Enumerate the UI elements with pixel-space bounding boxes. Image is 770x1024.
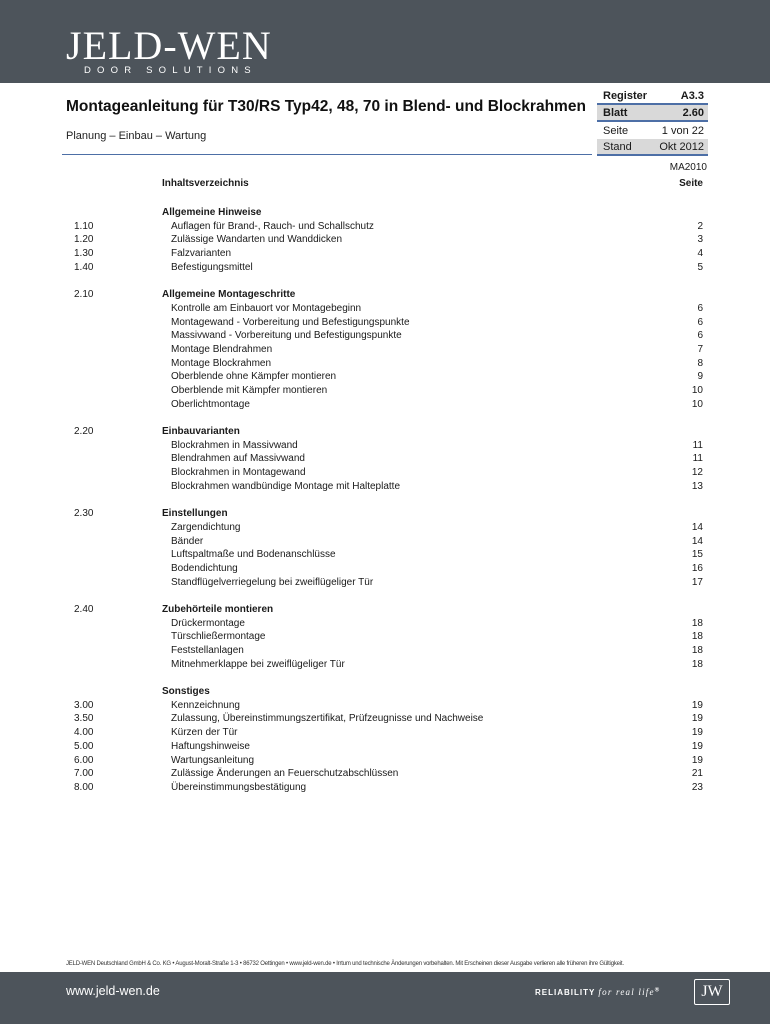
slogan: [535, 987, 660, 997]
entry-page: 2: [697, 220, 703, 232]
blatt-row: [597, 105, 708, 122]
entry-page: 3: [697, 234, 703, 246]
entry-number: 1.30: [74, 248, 94, 260]
entry-page: 16: [691, 562, 703, 574]
toc-entry: [0, 562, 770, 576]
slogan-bold: RELIABILITY: [535, 988, 596, 997]
entry-title: Standflügelverriegelung bei zweiflügeliger Tür: [171, 576, 374, 588]
toc-section: [0, 507, 770, 589]
toc-entry: [0, 754, 770, 768]
entry-title: Falzvarianten: [171, 248, 232, 260]
entry-page: 23: [691, 781, 703, 793]
entry-page: 17: [691, 576, 703, 588]
entry-number: 7.00: [74, 768, 94, 780]
entry-title: Montage Blendrahmen: [171, 343, 273, 355]
logo-wordmark: JELD-WEN: [66, 23, 272, 68]
toc-entry: [0, 767, 770, 781]
toc-entry: [0, 439, 770, 453]
toc-section-header: [0, 685, 770, 699]
toc-section: [0, 425, 770, 493]
blatt-value: 2.60: [682, 106, 704, 119]
entry-page: 21: [691, 768, 703, 780]
entry-page: 18: [691, 645, 703, 656]
stand-value: Okt 2012: [659, 140, 704, 153]
entry-page: 18: [691, 658, 703, 670]
toc-entry: [0, 658, 770, 672]
entry-page: 11: [692, 439, 703, 451]
entry-title: Blendrahmen auf Massivwand: [171, 453, 305, 465]
entry-number: 1.10: [74, 220, 94, 232]
toc-section-header: [0, 425, 770, 439]
entry-page: 8: [697, 357, 703, 369]
entry-title: Oberlichtmontage: [171, 398, 250, 410]
entry-page: 9: [697, 371, 703, 383]
slogan-italic: for real life: [598, 987, 655, 997]
register-row: [597, 88, 708, 105]
entry-page: 19: [691, 713, 703, 725]
entry-title: Kontrolle am Einbauort vor Montagebeginn: [171, 302, 362, 314]
entry-page: 18: [691, 631, 703, 643]
registered-mark: ®: [654, 987, 661, 994]
toc-section-header: [0, 288, 770, 302]
footer-legal-note: JELD-WEN Deutschland GmbH & Co. KG • August-Moralt-Straße 1-3 • 86732 Oettingen • www.jeld-wen.de • Irrtum und technische Änderungen vorbehalten. Mit Erscheinen dieser Ausgabe verlieren alle früheren ihre Gültigkeit.: [66, 961, 624, 967]
entry-title: Zulässige Wandarten und Wanddicken: [171, 234, 343, 246]
toc-entry: [0, 712, 770, 726]
entry-page: 19: [691, 727, 703, 739]
toc-entry: [0, 220, 770, 234]
toc-section-header: [0, 603, 770, 617]
entry-title: Massivwand - Vorbereitung und Befestigungspunkte: [171, 330, 402, 342]
toc-entry: [0, 384, 770, 398]
entry-title: Befestigungsmittel: [171, 261, 253, 273]
toc-section: [0, 206, 770, 274]
toc-entry: [0, 466, 770, 480]
entry-page: 13: [691, 480, 703, 492]
entry-title: Zulässige Änderungen an Feuerschutzabschlüssen: [171, 768, 399, 780]
entry-number: 1.20: [74, 234, 94, 246]
toc-entry: [0, 480, 770, 494]
toc-entry: [0, 726, 770, 740]
logo-tagline: DOOR SOLUTIONS: [84, 65, 257, 76]
entry-page: 4: [697, 248, 703, 260]
toc-entry: [0, 247, 770, 261]
toc-entry: [0, 398, 770, 412]
entry-number: 8.00: [74, 781, 94, 793]
toc-entry: [0, 576, 770, 590]
entry-page: 6: [697, 302, 703, 314]
section-title: Allgemeine Montageschritte: [162, 289, 296, 301]
entry-page: 18: [691, 617, 703, 629]
entry-title: Luftspaltmaße und Bodenanschlüsse: [171, 549, 336, 561]
seite-row: [597, 122, 708, 139]
toc-entry: [0, 316, 770, 330]
toc-entry: [0, 329, 770, 343]
toc-entry: [0, 548, 770, 562]
entry-number: 4.00: [74, 727, 94, 739]
register-label: Register: [603, 89, 648, 102]
section-title: Sonstiges: [162, 686, 210, 698]
ma-code: MA2010: [669, 162, 707, 173]
section-number: 2.20: [74, 426, 94, 437]
toc-section-header: [0, 206, 770, 220]
toc-section: [0, 603, 770, 671]
entry-title: Drückermontage: [171, 617, 245, 629]
toc-entry: [0, 357, 770, 371]
section-number: 2.40: [74, 603, 94, 615]
toc-entry: [0, 781, 770, 795]
toc-section-header: [0, 507, 770, 521]
entry-title: Montagewand - Vorbereitung und Befestigungspunkte: [171, 316, 410, 328]
entry-title: Bodendichtung: [171, 562, 238, 574]
section-title: Einstellungen: [162, 508, 228, 520]
entry-number: 5.00: [74, 740, 94, 752]
entry-title: Auflagen für Brand-, Rauch- und Schallschutz: [171, 220, 374, 232]
section-title: Einbauvarianten: [162, 426, 240, 437]
entry-number: 1.40: [74, 261, 94, 273]
register-value: A3.3: [680, 89, 704, 102]
entry-number: 3.50: [74, 713, 94, 725]
seite-label: Seite: [603, 124, 629, 137]
website-link[interactable]: www.jeld-wen.de: [66, 984, 160, 998]
entry-page: 5: [697, 261, 703, 273]
toc-entry: [0, 535, 770, 549]
toc-entry: [0, 630, 770, 644]
entry-title: Zargendichtung: [171, 521, 241, 533]
toc-entry: [0, 617, 770, 631]
section-title: Zubehörteile montieren: [162, 603, 274, 615]
document-subtitle: Planung – Einbau – Wartung: [66, 130, 207, 142]
seite-value: 1 von 22: [661, 124, 704, 137]
toc-section: [0, 685, 770, 795]
table-of-contents: [0, 206, 770, 808]
entry-title: Oberblende mit Kämpfer montieren: [171, 384, 328, 396]
entry-title: Blockrahmen in Montagewand: [171, 467, 306, 479]
register-box: [597, 88, 708, 156]
toc-entry: [0, 261, 770, 275]
toc-entry: [0, 302, 770, 316]
document-title: Montageanleitung für T30/RS Typ42, 48, 70 in Blend- und Blockrahmen: [66, 98, 586, 115]
entry-title: Feststellanlagen: [171, 645, 244, 656]
entry-page: 19: [691, 754, 703, 766]
stand-label: Stand: [603, 140, 632, 153]
entry-page: 14: [691, 521, 703, 533]
entry-title: Haftungshinweise: [171, 740, 250, 752]
toc-entry: [0, 452, 770, 466]
toc-heading: Inhaltsverzeichnis: [162, 178, 249, 189]
entry-title: Mitnehmerklappe bei zweiflügeliger Tür: [171, 658, 345, 670]
entry-title: Kennzeichnung: [171, 699, 240, 711]
entry-page: 15: [691, 549, 703, 561]
entry-page: 6: [697, 316, 703, 328]
stand-row: [597, 139, 708, 156]
toc-entry: [0, 521, 770, 535]
entry-title: Wartungsanleitung: [171, 754, 255, 766]
toc-entry: [0, 233, 770, 247]
entry-title: Türschließermontage: [171, 631, 266, 643]
title-divider: [62, 154, 592, 155]
entry-page: 10: [691, 384, 703, 396]
entry-number: 6.00: [74, 754, 94, 766]
entry-title: Blockrahmen in Massivwand: [171, 439, 298, 451]
entry-page: 6: [697, 330, 703, 342]
toc-section: [0, 288, 770, 411]
bottom-banner: [0, 972, 770, 1024]
entry-title: Zulassung, Übereinstimmungszertifikat, Prüfzeugnisse und Nachweise: [171, 713, 484, 725]
entry-title: Oberblende ohne Kämpfer montieren: [171, 371, 337, 383]
blatt-label: Blatt: [603, 106, 628, 119]
section-title: Allgemeine Hinweise: [162, 207, 262, 218]
entry-page: 19: [691, 699, 703, 711]
entry-title: Bänder: [171, 535, 204, 547]
entry-page: 14: [691, 535, 703, 547]
toc-entry: [0, 644, 770, 658]
entry-page: 10: [691, 398, 703, 410]
entry-title: Montage Blockrahmen: [171, 357, 272, 369]
toc-entry: [0, 740, 770, 754]
toc-entry: [0, 699, 770, 713]
entry-title: Blockrahmen wandbündige Montage mit Halteplatte: [171, 480, 401, 492]
jw-logo-mark: JW: [694, 979, 730, 1005]
toc-entry: [0, 343, 770, 357]
entry-page: 11: [692, 453, 703, 465]
top-banner: [0, 0, 770, 83]
section-number: 2.30: [74, 508, 94, 520]
entry-number: 3.00: [74, 699, 94, 711]
toc-page-heading: Seite: [679, 178, 703, 189]
entry-page: 7: [697, 343, 703, 355]
entry-page: 12: [691, 467, 703, 479]
entry-title: Kürzen der Tür: [171, 727, 238, 739]
entry-title: Übereinstimmungsbestätigung: [171, 781, 307, 793]
section-number: 2.10: [74, 289, 94, 301]
entry-page: 19: [691, 740, 703, 752]
toc-entry: [0, 370, 770, 384]
jeld-wen-logo: [66, 23, 272, 76]
